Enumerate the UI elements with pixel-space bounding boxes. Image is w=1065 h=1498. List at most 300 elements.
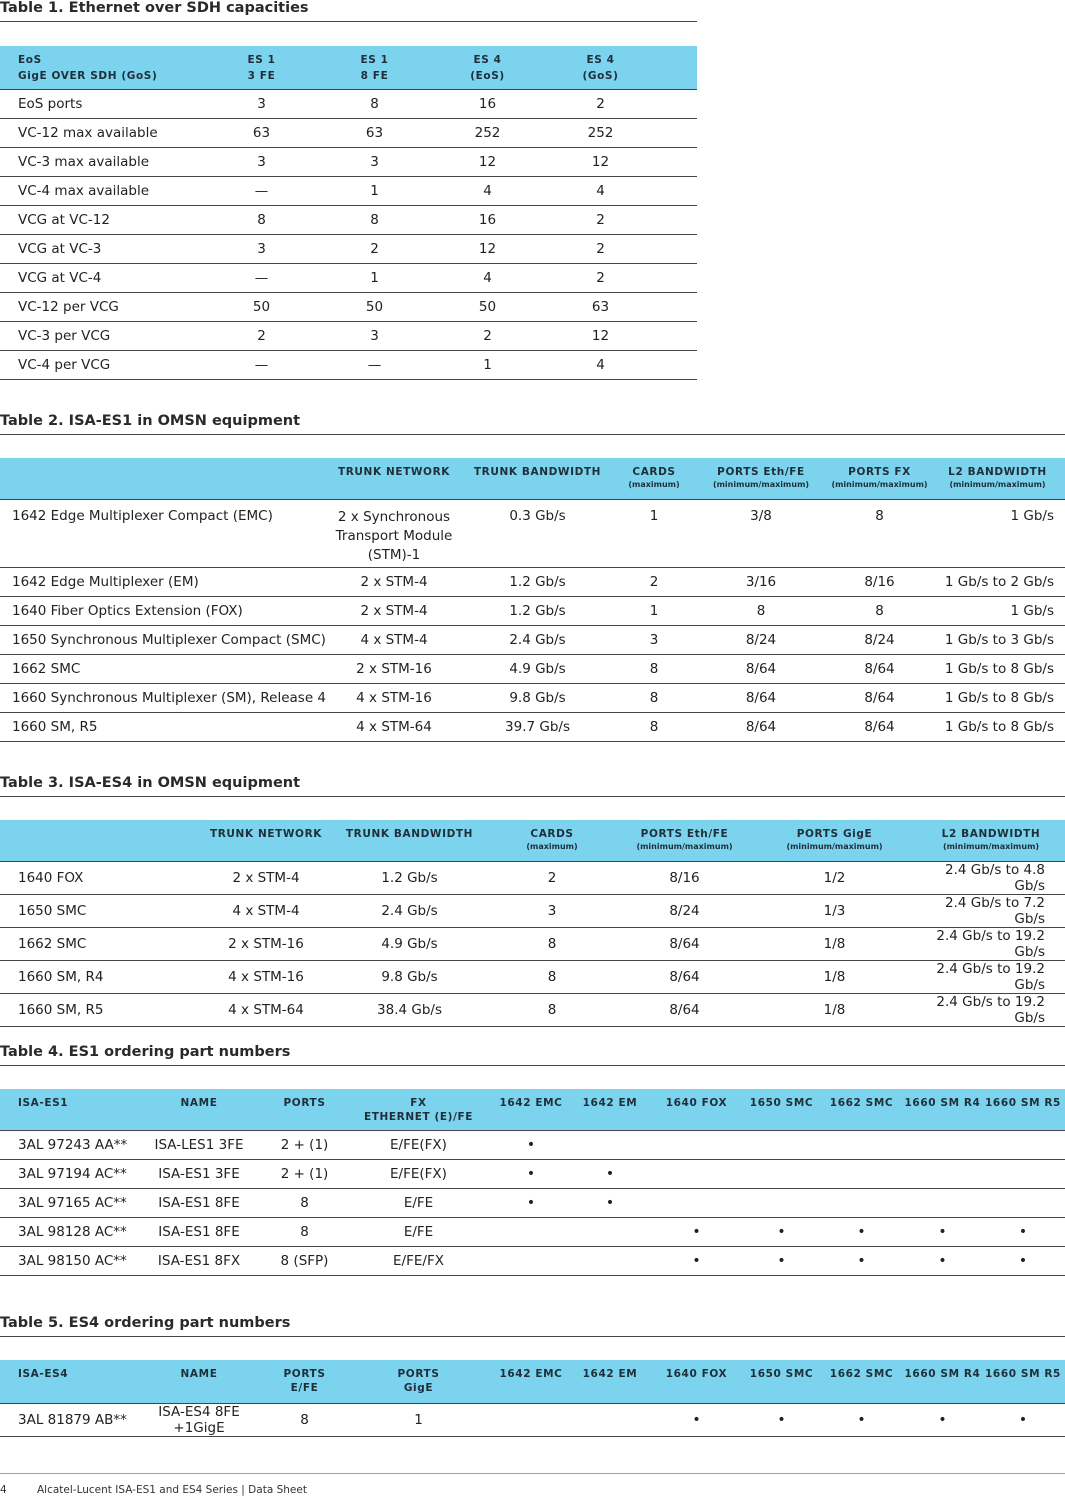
- table-cell: ISA-LES1 3FE: [135, 1130, 263, 1159]
- table3-header: [0, 820, 1065, 861]
- table2-col-header: [460, 458, 615, 499]
- table3-header-label: TRUNK BANDWIDTH: [345, 828, 474, 840]
- table-cell: 63: [205, 118, 318, 147]
- table-row: [0, 234, 697, 263]
- table1-header: [0, 46, 697, 89]
- table-cell: [571, 1217, 649, 1246]
- footer-text: Alcatel-Lucent ISA-ES1 and ES4 Series | Data Sheet: [37, 1484, 307, 1496]
- table-cell: 2: [487, 861, 617, 894]
- table-cell: 3/8: [693, 499, 829, 567]
- row-label: VC-4 per VCG: [0, 350, 205, 379]
- table5-col-header: [346, 1360, 491, 1403]
- table-cell: [491, 1246, 571, 1275]
- table1-section: [0, 0, 697, 380]
- table5-header-label: 1662 SMC: [829, 1368, 894, 1380]
- row-label: EoS ports: [0, 89, 205, 118]
- table-cell: [744, 1188, 819, 1217]
- table-cell: 8: [263, 1188, 346, 1217]
- table1-header-line2: (EoS): [470, 70, 505, 82]
- table3-header-label: TRUNK NETWORK: [209, 828, 322, 840]
- table-cell: 2: [431, 321, 544, 350]
- table-row: [0, 89, 697, 118]
- table5-col-header: [981, 1360, 1065, 1403]
- table5-header-label: 1642 EM: [582, 1368, 638, 1380]
- table-cell: 3/16: [693, 567, 829, 596]
- table-cell: 252: [544, 118, 697, 147]
- table-cell: 2.4 Gb/s to 4.8 Gb/s: [917, 861, 1065, 894]
- table-cell: 8: [263, 1403, 346, 1436]
- table-cell: 8: [318, 205, 431, 234]
- table-cell: 4 x STM-64: [328, 712, 460, 741]
- table-cell: 8: [615, 654, 693, 683]
- table-row: [0, 499, 1065, 567]
- table-cell: 8: [263, 1217, 346, 1246]
- table-row: [0, 263, 697, 292]
- table5-header-label: PORTS: [283, 1368, 326, 1380]
- table4-col-header: [904, 1089, 981, 1130]
- page-number: 4: [0, 1484, 7, 1496]
- table2-header: [0, 458, 1065, 499]
- table-cell: 252: [431, 118, 544, 147]
- table-row: [0, 960, 1065, 993]
- table2-header-sub: (minimum/maximum): [831, 480, 928, 489]
- compat-dot: •: [819, 1246, 904, 1275]
- table4-col-header: [346, 1089, 491, 1130]
- table-row: [0, 205, 697, 234]
- table1-header-line1: EoS: [18, 54, 42, 66]
- table-row: [0, 350, 697, 379]
- table-cell: 8/24: [829, 625, 930, 654]
- table-cell: 4: [544, 176, 697, 205]
- row-label: 3AL 98150 AC**: [0, 1246, 135, 1275]
- row-label: 1662 SMC: [0, 654, 328, 683]
- compat-dot: •: [744, 1403, 819, 1436]
- table-cell: 1 Gb/s to 2 Gb/s: [930, 567, 1065, 596]
- table-cell: 1/8: [752, 960, 917, 993]
- table5-section: [0, 1315, 1065, 1437]
- table4-body: [0, 1130, 1065, 1275]
- row-label: 1660 Synchronous Multiplexer (SM), Release 4: [0, 683, 328, 712]
- table-cell: 2 + (1): [263, 1130, 346, 1159]
- table1-header-line2: 8 FE: [360, 70, 389, 82]
- table-cell: 4: [544, 350, 697, 379]
- table1-header-line1: ES 1: [360, 54, 389, 66]
- table2-section: [0, 413, 1065, 742]
- table5-header-label: 1660 SM R5: [985, 1368, 1061, 1380]
- table-cell: ISA-ES1 3FE: [135, 1159, 263, 1188]
- table-cell: 4.9 Gb/s: [332, 927, 487, 960]
- table4-header-label: 1642 EM: [582, 1097, 638, 1109]
- compat-dot: •: [649, 1246, 744, 1275]
- table-cell: 1: [615, 499, 693, 567]
- table3-header-label: PORTS GigE: [796, 828, 873, 840]
- row-label: VC-12 max available: [0, 118, 205, 147]
- table-cell: [744, 1130, 819, 1159]
- table-cell: [571, 1246, 649, 1275]
- table2-header-sub: (minimum/maximum): [712, 480, 810, 489]
- table2-title: Table 2. ISA-ES1 in OMSN equipment: [0, 413, 1065, 435]
- table5-header-row: [0, 1360, 1065, 1403]
- table-cell: [649, 1130, 744, 1159]
- table-cell: [981, 1188, 1065, 1217]
- table5-body: [0, 1403, 1065, 1436]
- row-label: 3AL 97243 AA**: [0, 1130, 135, 1159]
- table-cell: 1: [346, 1403, 491, 1436]
- compat-dot: •: [904, 1246, 981, 1275]
- table-cell: 38.4 Gb/s: [332, 993, 487, 1026]
- table-cell: ISA-ES1 8FE: [135, 1188, 263, 1217]
- table-cell: 4 x STM-16: [328, 683, 460, 712]
- table1-col-header: [544, 46, 697, 89]
- table-cell: E/FE: [346, 1217, 491, 1246]
- table5-title: Table 5. ES4 ordering part numbers: [0, 1315, 1065, 1337]
- table-cell: —: [205, 263, 318, 292]
- table2-col-header: [930, 458, 1065, 499]
- table1-header-line1: ES 4: [586, 54, 615, 66]
- table-cell: 3: [318, 147, 431, 176]
- table-row: [0, 993, 1065, 1026]
- table-cell: 50: [318, 292, 431, 321]
- table-row: [0, 147, 697, 176]
- table-cell: 16: [431, 205, 544, 234]
- table-cell: 8/64: [617, 960, 752, 993]
- table1-header-line1: ES 1: [247, 54, 276, 66]
- row-label: VC-3 max available: [0, 147, 205, 176]
- table-cell: 3: [205, 147, 318, 176]
- table-cell: 1: [318, 176, 431, 205]
- compat-dot: •: [491, 1159, 571, 1188]
- table-cell: 1.2 Gb/s: [332, 861, 487, 894]
- table2-col-header: [693, 458, 829, 499]
- table-cell: 2: [615, 567, 693, 596]
- table2-header-sub: (minimum/maximum): [949, 480, 1046, 489]
- table-cell: 1 Gb/s to 3 Gb/s: [930, 625, 1065, 654]
- table5-col-header: [649, 1360, 744, 1403]
- table2: [0, 458, 1065, 742]
- table-cell: 8/64: [617, 993, 752, 1026]
- compat-dot: •: [571, 1159, 649, 1188]
- table3-header-sub: (minimum/maximum): [636, 842, 733, 851]
- table2-body: [0, 499, 1065, 741]
- table1-header-row: [0, 46, 697, 89]
- table4-col-header: [135, 1089, 263, 1130]
- table-cell: 4 x STM-4: [200, 894, 332, 927]
- table-cell: 1.2 Gb/s: [460, 567, 615, 596]
- table5-col-header: [135, 1360, 263, 1403]
- table5-header-label: ISA-ES4: [18, 1368, 69, 1380]
- table-cell: 39.7 Gb/s: [460, 712, 615, 741]
- table3-col-header: [332, 820, 487, 861]
- table-cell: 1/8: [752, 927, 917, 960]
- table-cell: [649, 1159, 744, 1188]
- table1-body: [0, 89, 697, 379]
- table3-title: Table 3. ISA-ES4 in OMSN equipment: [0, 775, 1065, 797]
- compat-dot: •: [491, 1188, 571, 1217]
- row-label: 1642 Edge Multiplexer Compact (EMC): [0, 499, 328, 567]
- table-cell: 2.4 Gb/s: [332, 894, 487, 927]
- table-cell: 8/64: [829, 654, 930, 683]
- table-cell: 1 Gb/s: [930, 499, 1065, 567]
- compat-dot: •: [649, 1403, 744, 1436]
- table-cell: 8/64: [693, 654, 829, 683]
- table-cell: [819, 1159, 904, 1188]
- table3-header-row: [0, 820, 1065, 861]
- table-cell: 8: [318, 89, 431, 118]
- table4-col-header: [491, 1089, 571, 1130]
- table4-header-sub: ETHERNET (E)/FE: [363, 1111, 474, 1123]
- table-cell: 8/64: [829, 683, 930, 712]
- table-cell: E/FE(FX): [346, 1130, 491, 1159]
- table5-header-label: NAME: [180, 1368, 218, 1380]
- row-label: 1660 SM, R4: [0, 960, 200, 993]
- table-cell: 2: [544, 89, 697, 118]
- table-cell: [571, 1403, 649, 1436]
- table-row: [0, 1403, 1065, 1436]
- table-cell: —: [318, 350, 431, 379]
- table-row: [0, 894, 1065, 927]
- table4-section: [0, 1044, 1065, 1276]
- table1-title: Table 1. Ethernet over SDH capacities: [0, 0, 697, 22]
- row-label: VC-12 per VCG: [0, 292, 205, 321]
- table-row: [0, 596, 1065, 625]
- table4-header-label: FX: [410, 1097, 427, 1109]
- compat-dot: •: [819, 1217, 904, 1246]
- table5-col-header: [571, 1360, 649, 1403]
- table-row: [0, 861, 1065, 894]
- table5-col-header: [744, 1360, 819, 1403]
- table1-header-line1: ES 4: [473, 54, 502, 66]
- table5-header-sub: E/FE: [290, 1382, 319, 1394]
- compat-dot: •: [904, 1217, 981, 1246]
- table-cell: 8 (SFP): [263, 1246, 346, 1275]
- table4-header-label: 1640 FOX: [665, 1097, 728, 1109]
- row-label: 1662 SMC: [0, 927, 200, 960]
- table-cell: [904, 1130, 981, 1159]
- table-cell: 2.4 Gb/s to 7.2 Gb/s: [917, 894, 1065, 927]
- table-cell: 8: [487, 993, 617, 1026]
- table2-header-label: PORTS FX: [848, 466, 911, 478]
- table-row: [0, 567, 1065, 596]
- table-cell: ISA-ES1 8FX: [135, 1246, 263, 1275]
- row-label: VCG at VC-4: [0, 263, 205, 292]
- compat-dot: •: [744, 1246, 819, 1275]
- table-cell: 0.3 Gb/s: [460, 499, 615, 567]
- table-cell: 8: [615, 712, 693, 741]
- table5: [0, 1360, 1065, 1437]
- table2-col-header: [328, 458, 460, 499]
- table-cell: 63: [544, 292, 697, 321]
- table-cell: 4.9 Gb/s: [460, 654, 615, 683]
- table-cell: 2.4 Gb/s to 19.2 Gb/s: [917, 960, 1065, 993]
- compat-dot: •: [819, 1403, 904, 1436]
- table-cell: 2: [318, 234, 431, 263]
- table-cell: 12: [431, 147, 544, 176]
- table-cell: 1: [431, 350, 544, 379]
- table2-header-label: CARDS: [632, 466, 676, 478]
- row-label: 3AL 97194 AC**: [0, 1159, 135, 1188]
- table1-header-line2: GigE OVER SDH (GoS): [18, 70, 158, 82]
- table2-header-label: TRUNK BANDWIDTH: [473, 466, 602, 478]
- table-cell: 2 x STM-4: [328, 567, 460, 596]
- table-row: [0, 1246, 1065, 1275]
- table-cell: 8/64: [693, 712, 829, 741]
- table-cell: 9.8 Gb/s: [460, 683, 615, 712]
- table-cell: 2 + (1): [263, 1159, 346, 1188]
- table-cell: 8/64: [693, 683, 829, 712]
- table-row: [0, 1217, 1065, 1246]
- table3-body: [0, 861, 1065, 1026]
- table-cell: [819, 1188, 904, 1217]
- table3-header-sub: (maximum): [526, 842, 578, 851]
- table4-header-label: 1642 EMC: [499, 1097, 563, 1109]
- table-cell: 12: [431, 234, 544, 263]
- compat-dot: •: [744, 1217, 819, 1246]
- table3-header-label: PORTS Eth/FE: [640, 828, 729, 840]
- table-cell: 2: [544, 205, 697, 234]
- table5-header: [0, 1360, 1065, 1403]
- table1-col-header: [318, 46, 431, 89]
- table5-header-label: 1660 SM R4: [904, 1368, 981, 1380]
- table-cell: 3: [318, 321, 431, 350]
- table5-header-label: 1640 FOX: [665, 1368, 728, 1380]
- table-cell: 12: [544, 321, 697, 350]
- table-cell: 2.4 Gb/s: [460, 625, 615, 654]
- table5-col-header: [904, 1360, 981, 1403]
- table-cell: 8: [205, 205, 318, 234]
- table2-header-row: [0, 458, 1065, 499]
- table3-header-sub: (minimum/maximum): [786, 842, 883, 851]
- table-cell: 4 x STM-16: [200, 960, 332, 993]
- table-cell: 4 x STM-64: [200, 993, 332, 1026]
- row-label: 1640 FOX: [0, 861, 200, 894]
- row-label: VC-4 max available: [0, 176, 205, 205]
- table5-col-header: [263, 1360, 346, 1403]
- row-label: VCG at VC-12: [0, 205, 205, 234]
- row-label: 1650 Synchronous Multiplexer Compact (SMC): [0, 625, 328, 654]
- table1-col-header: [205, 46, 318, 89]
- table-cell: 4 x STM-4: [328, 625, 460, 654]
- table-row: [0, 292, 697, 321]
- table-cell: 8/24: [693, 625, 829, 654]
- table4-col-header: [571, 1089, 649, 1130]
- table1-header-line2: 3 FE: [247, 70, 276, 82]
- table-cell: 2 x STM-4: [328, 596, 460, 625]
- table-cell: 1.2 Gb/s: [460, 596, 615, 625]
- table5-header-label: 1650 SMC: [749, 1368, 814, 1380]
- table-cell: 2: [544, 263, 697, 292]
- table4-header-label: PORTS: [283, 1097, 326, 1109]
- table-cell: 2 x STM-16: [200, 927, 332, 960]
- table-cell: E/FE/FX: [346, 1246, 491, 1275]
- table-cell: 8/64: [829, 712, 930, 741]
- table-cell: 4: [431, 263, 544, 292]
- table3-header-label: CARDS: [530, 828, 574, 840]
- table5-header-label: 1642 EMC: [499, 1368, 563, 1380]
- row-label: 1642 Edge Multiplexer (EM): [0, 567, 328, 596]
- table-cell: 4: [431, 176, 544, 205]
- table3-header-sub: (minimum/maximum): [942, 842, 1040, 851]
- table4-col-header: [981, 1089, 1065, 1130]
- table4-header-label: 1650 SMC: [749, 1097, 814, 1109]
- table1-header-line2: (GoS): [582, 70, 619, 82]
- table-cell: 1 Gb/s to 8 Gb/s: [930, 654, 1065, 683]
- table-cell: 1/3: [752, 894, 917, 927]
- table-cell: E/FE: [346, 1188, 491, 1217]
- row-label: 3AL 98128 AC**: [0, 1217, 135, 1246]
- table-row: [0, 1130, 1065, 1159]
- table3-col-header: [200, 820, 332, 861]
- table-cell: 1 Gb/s to 8 Gb/s: [930, 683, 1065, 712]
- table3-section: [0, 775, 1065, 1027]
- compat-dot: •: [491, 1130, 571, 1159]
- table-cell: 2 x STM-16: [328, 654, 460, 683]
- table-cell: 12: [544, 147, 697, 176]
- table-cell: [904, 1159, 981, 1188]
- table4-col-header: [744, 1089, 819, 1130]
- table4-header-label: 1660 SM R4: [904, 1097, 981, 1109]
- row-label: 1660 SM, R5: [0, 993, 200, 1026]
- table-cell: 16: [431, 89, 544, 118]
- table-cell: 3: [205, 89, 318, 118]
- table-row: [0, 683, 1065, 712]
- table-cell: 1 Gb/s: [930, 596, 1065, 625]
- table-cell: 1: [615, 596, 693, 625]
- table-cell: [649, 1188, 744, 1217]
- table3-col-header: [0, 820, 200, 861]
- table-cell: [819, 1130, 904, 1159]
- table-cell: 2 x STM-4: [200, 861, 332, 894]
- table4-header-row: [0, 1089, 1065, 1130]
- table1-col-header: [0, 46, 205, 89]
- table4-header: [0, 1089, 1065, 1130]
- table3: [0, 820, 1065, 1027]
- table2-header-label: PORTS Eth/FE: [717, 466, 805, 478]
- table-cell: 8: [615, 683, 693, 712]
- table1-col-header: [431, 46, 544, 89]
- table5-col-header: [491, 1360, 571, 1403]
- compat-dot: •: [904, 1403, 981, 1436]
- table-cell: 8/64: [617, 927, 752, 960]
- row-label: 3AL 97165 AC**: [0, 1188, 135, 1217]
- table-cell: 1/2: [752, 861, 917, 894]
- table-row: [0, 118, 697, 147]
- table4-col-header: [649, 1089, 744, 1130]
- row-label: 3AL 81879 AB**: [0, 1403, 135, 1436]
- table-cell: 8: [487, 960, 617, 993]
- table-cell: 63: [318, 118, 431, 147]
- table3-col-header: [917, 820, 1065, 861]
- table-row: [0, 1188, 1065, 1217]
- table-cell: [981, 1159, 1065, 1188]
- table5-col-header: [819, 1360, 904, 1403]
- table-cell: 2.4 Gb/s to 19.2 Gb/s: [917, 927, 1065, 960]
- table-row: [0, 654, 1065, 683]
- row-label: 1650 SMC: [0, 894, 200, 927]
- table4: [0, 1089, 1065, 1276]
- table4-header-label: ISA-ES1: [18, 1097, 69, 1109]
- table-cell: 50: [431, 292, 544, 321]
- table5-header-label: PORTS: [397, 1368, 440, 1380]
- compat-dot: •: [981, 1246, 1065, 1275]
- table-cell: 50: [205, 292, 318, 321]
- table-cell: 2 x Synchronous Transport Module (STM)-1: [328, 499, 460, 567]
- table-cell: 8/16: [829, 567, 930, 596]
- table-cell: E/FE(FX): [346, 1159, 491, 1188]
- table-cell: 8: [829, 499, 930, 567]
- table-row: [0, 625, 1065, 654]
- compat-dot: •: [649, 1217, 744, 1246]
- table-cell: 2: [205, 321, 318, 350]
